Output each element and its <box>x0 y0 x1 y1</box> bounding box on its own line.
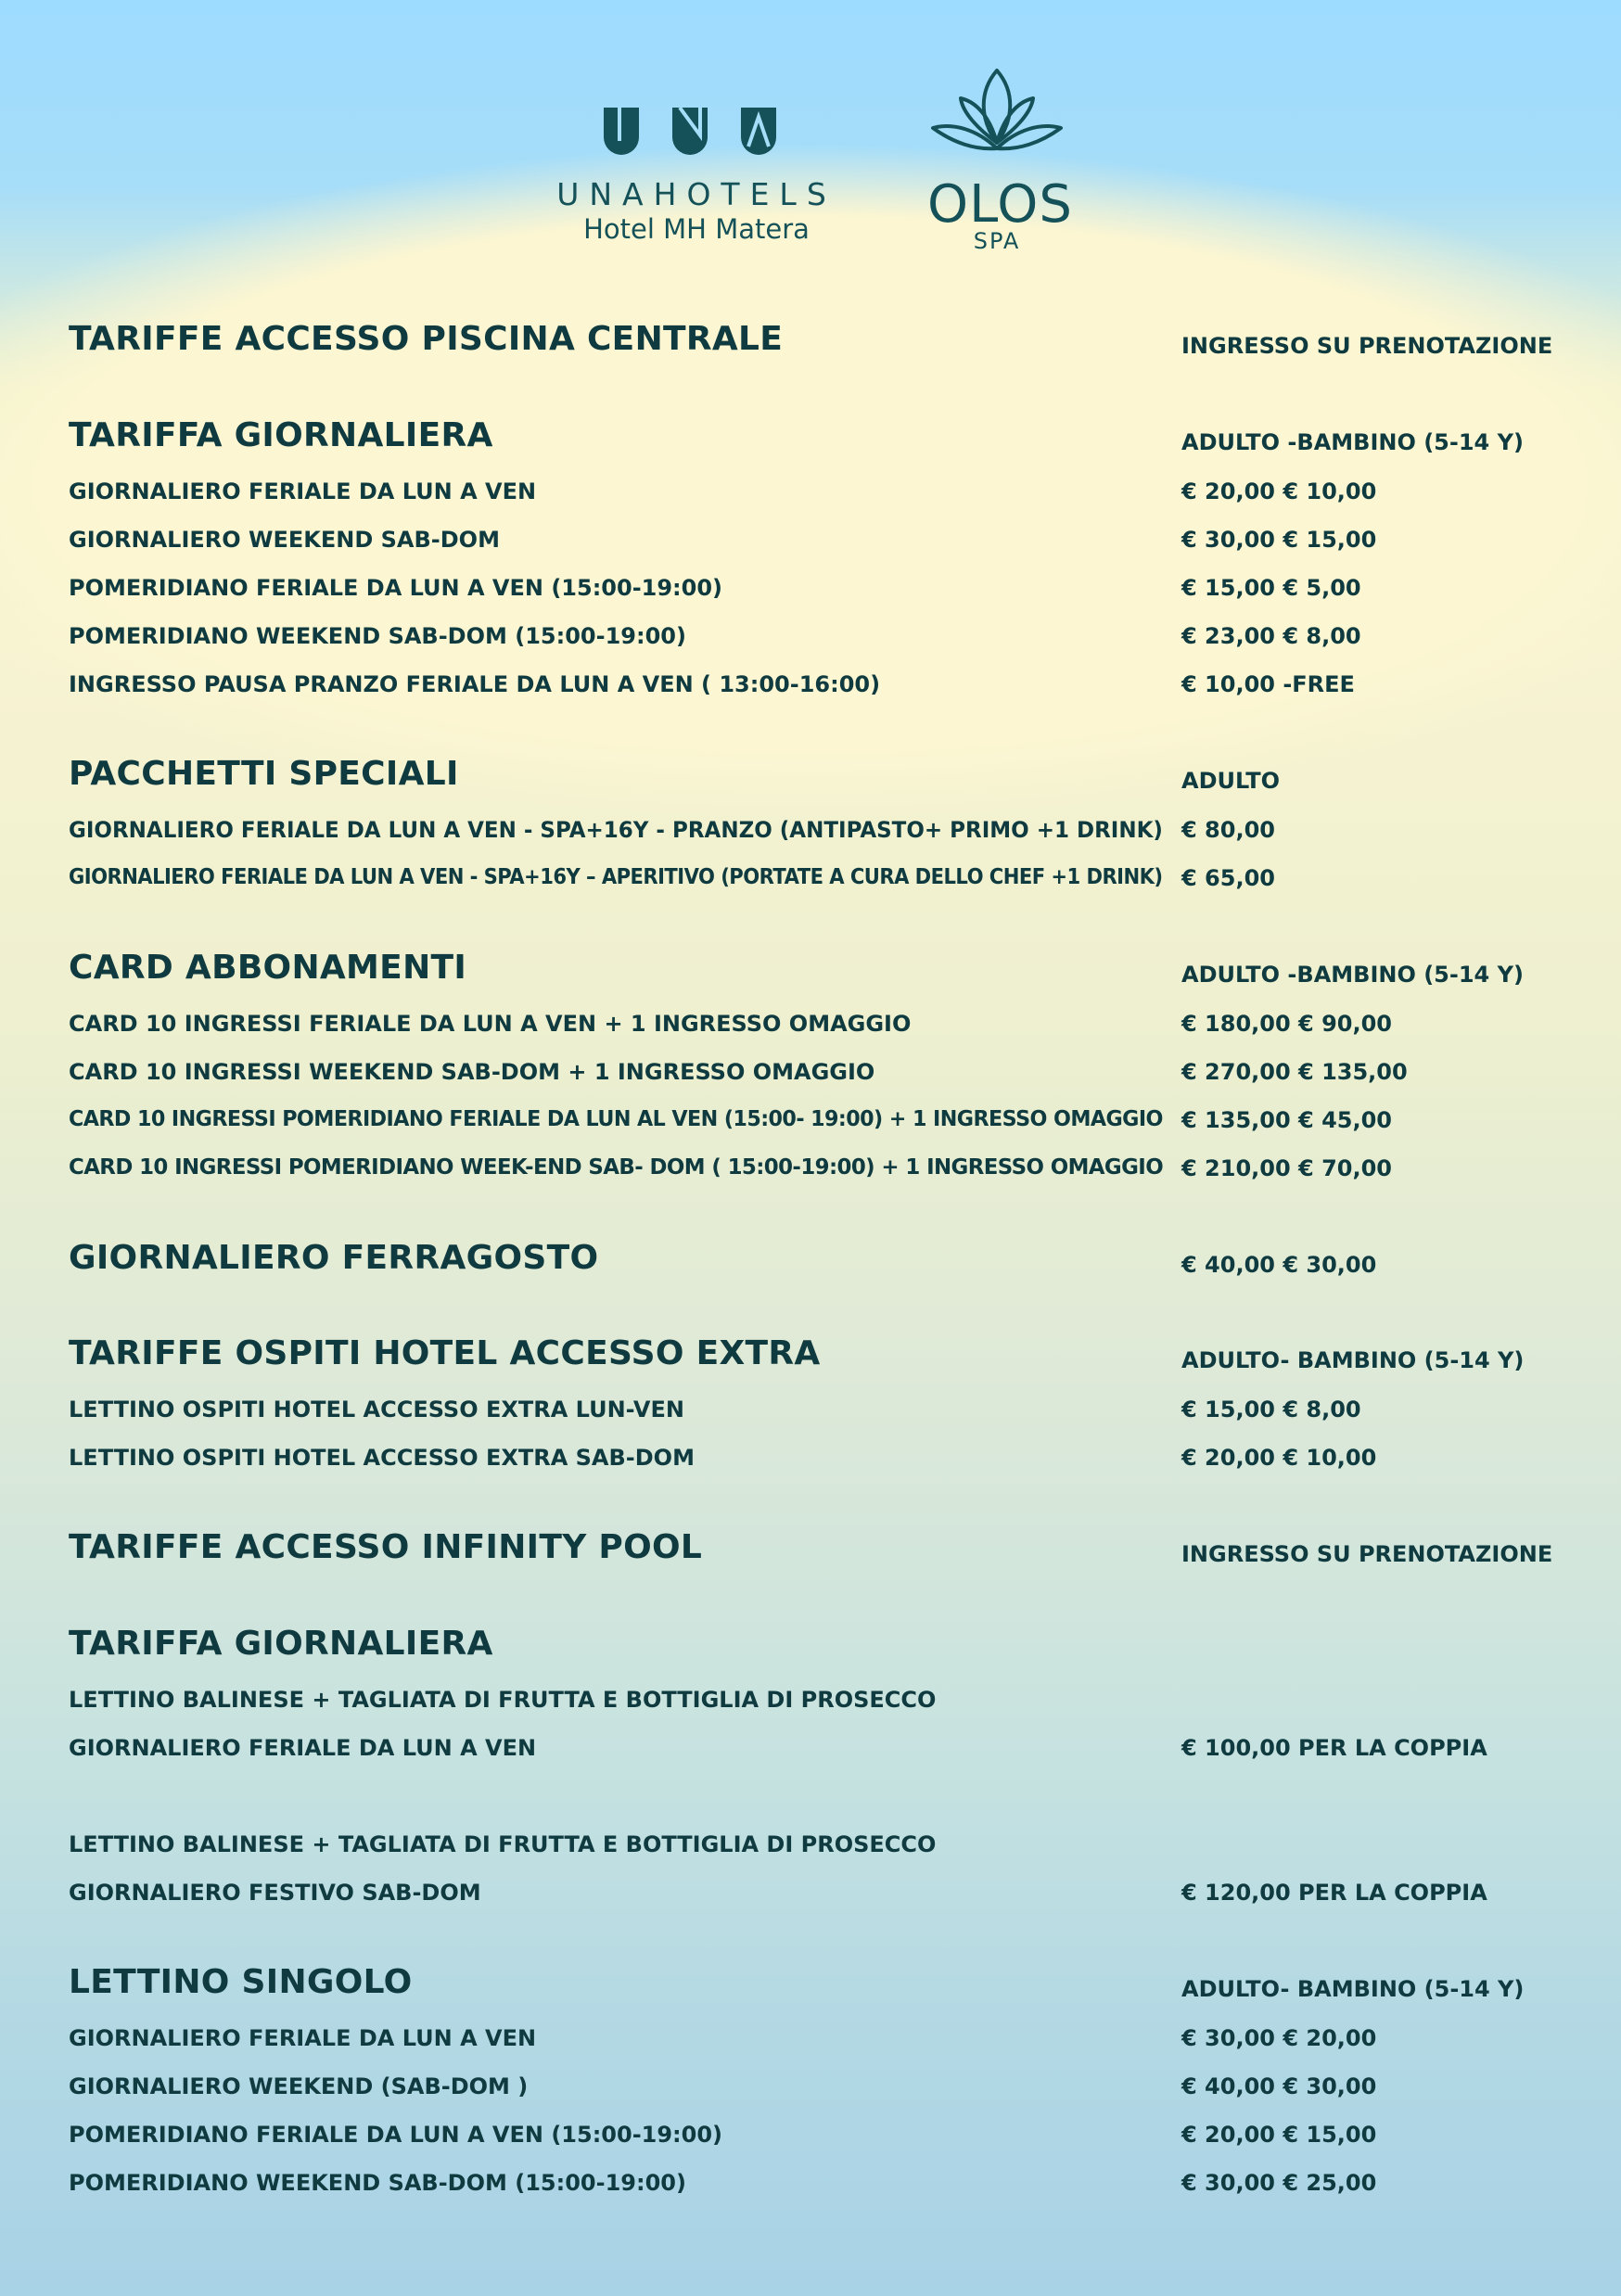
section-title: CARD ABBONAMENTI <box>69 949 467 987</box>
item-label: CARD 10 INGRESSI FERIALE DA LUN A VEN + 1 INGRESSO OMAGGIO <box>69 1011 912 1037</box>
section-title: TARIFFA GIORNALIERA <box>69 416 493 454</box>
item-label: CARD 10 INGRESSI POMERIDIANO WEEK-END SAB- DOM ( 15:00-19:00) + 1 INGRESSO OMAGGIO <box>69 1155 1164 1180</box>
item-price: € 180,00 € 90,00 <box>1181 1011 1392 1037</box>
item-price: € 30,00 € 20,00 <box>1181 2025 1377 2051</box>
item-label: POMERIDIANO FERIALE DA LUN A VEN (15:00-19:00) <box>69 575 723 601</box>
item-price: € 270,00 € 135,00 <box>1181 1059 1408 1085</box>
item-price: € 23,00 € 8,00 <box>1181 623 1361 649</box>
item-label: GIORNALIERO FESTIVO SAB-DOM <box>69 1880 481 1906</box>
section-title: TARIFFA GIORNALIERA <box>69 1625 493 1663</box>
item-label: POMERIDIANO WEEKEND SAB-DOM (15:00-19:00) <box>69 2170 686 2196</box>
booking-note: INGRESSO SU PRENOTAZIONE <box>1181 1541 1553 1567</box>
una-marks-icon <box>604 108 789 159</box>
item-label: GIORNALIERO FERIALE DA LUN A VEN <box>69 2025 537 2051</box>
item-label: LETTINO BALINESE + TAGLIATA DI FRUTTA E BOTTIGLIA DI PROSECCO <box>69 1831 937 1857</box>
item-label: LETTINO OSPITI HOTEL ACCESSO EXTRA SAB-DOM <box>69 1445 695 1471</box>
item-price: € 65,00 <box>1181 865 1275 891</box>
item-label: LETTINO BALINESE + TAGLIATA DI FRUTTA E BOTTIGLIA DI PROSECCO <box>69 1687 937 1713</box>
item-price: € 120,00 PER LA COPPIA <box>1181 1880 1487 1906</box>
item-price: € 15,00 € 8,00 <box>1181 1397 1361 1422</box>
item-price: € 135,00 € 45,00 <box>1181 1107 1392 1133</box>
item-label: CARD 10 INGRESSI POMERIDIANO FERIALE DA LUN AL VEN (15:00- 19:00) + 1 INGRESSO OMAGGIO <box>69 1107 1163 1131</box>
lotus-icon <box>927 65 1066 176</box>
column-header: ADULTO -BAMBINO (5-14 Y) <box>1181 429 1524 455</box>
column-header: ADULTO -BAMBINO (5-14 Y) <box>1181 962 1524 988</box>
item-label: INGRESSO PAUSA PRANZO FERIALE DA LUN A VEN ( 13:00-16:00) <box>69 671 881 697</box>
item-price: € 40,00 € 30,00 <box>1181 1252 1377 1278</box>
column-header: ADULTO- BAMBINO (5-14 Y) <box>1181 1347 1525 1373</box>
item-price: € 15,00 € 5,00 <box>1181 575 1361 601</box>
item-price: € 210,00 € 70,00 <box>1181 1155 1392 1181</box>
item-price: € 20,00 € 15,00 <box>1181 2122 1377 2148</box>
section-title: PACCHETTI SPECIALI <box>69 755 459 793</box>
column-header: ADULTO <box>1181 768 1281 794</box>
item-label: GIORNALIERO FERIALE DA LUN A VEN - SPA+16Y – APERITIVO (PORTATE A CURA DELLO CHEF +1 DRINK) <box>69 865 1163 889</box>
item-price: € 10,00 -FREE <box>1181 671 1355 697</box>
spa-label: SPA <box>973 228 1021 254</box>
item-price: € 40,00 € 30,00 <box>1181 2073 1377 2099</box>
item-label: GIORNALIERO WEEKEND (SAB-DOM ) <box>69 2073 529 2099</box>
item-price: € 30,00 € 15,00 <box>1181 527 1377 553</box>
item-label: GIORNALIERO WEEKEND SAB-DOM <box>69 527 500 553</box>
section-title: GIORNALIERO FERRAGOSTO <box>69 1239 599 1277</box>
item-label: GIORNALIERO FERIALE DA LUN A VEN - SPA+16Y - PRANZO (ANTIPASTO+ PRIMO +1 DRINK) <box>69 817 1163 843</box>
item-label: GIORNALIERO FERIALE DA LUN A VEN <box>69 478 537 504</box>
header <box>0 0 1621 278</box>
item-price: € 80,00 <box>1181 817 1275 843</box>
section-title: TARIFFE ACCESSO INFINITY POOL <box>69 1528 703 1566</box>
olos-wordmark: OLOS <box>927 174 1073 235</box>
section-title: LETTINO SINGOLO <box>69 1963 413 2001</box>
section-title: TARIFFE OSPITI HOTEL ACCESSO EXTRA <box>69 1334 821 1372</box>
item-price: € 20,00 € 10,00 <box>1181 1445 1377 1471</box>
item-label: LETTINO OSPITI HOTEL ACCESSO EXTRA LUN-VEN <box>69 1397 684 1422</box>
item-price: € 100,00 PER LA COPPIA <box>1181 1735 1487 1761</box>
item-label: POMERIDIANO FERIALE DA LUN A VEN (15:00-19:00) <box>69 2122 723 2148</box>
item-label: CARD 10 INGRESSI WEEKEND SAB-DOM + 1 INGRESSO OMAGGIO <box>69 1059 875 1085</box>
olos-spa-logo <box>927 65 1073 260</box>
item-price: € 30,00 € 25,00 <box>1181 2170 1377 2196</box>
item-label: POMERIDIANO WEEKEND SAB-DOM (15:00-19:00) <box>69 623 686 649</box>
unahotels-logo <box>553 108 840 256</box>
unahotels-wordmark: UNAHOTELS <box>556 176 836 212</box>
item-price: € 20,00 € 10,00 <box>1181 478 1377 504</box>
section-title: TARIFFE ACCESSO PISCINA CENTRALE <box>69 320 784 358</box>
item-label: GIORNALIERO FERIALE DA LUN A VEN <box>69 1735 537 1761</box>
booking-note: INGRESSO SU PRENOTAZIONE <box>1181 333 1553 359</box>
column-header: ADULTO- BAMBINO (5-14 Y) <box>1181 1976 1525 2002</box>
hotel-name: Hotel MH Matera <box>583 213 810 245</box>
